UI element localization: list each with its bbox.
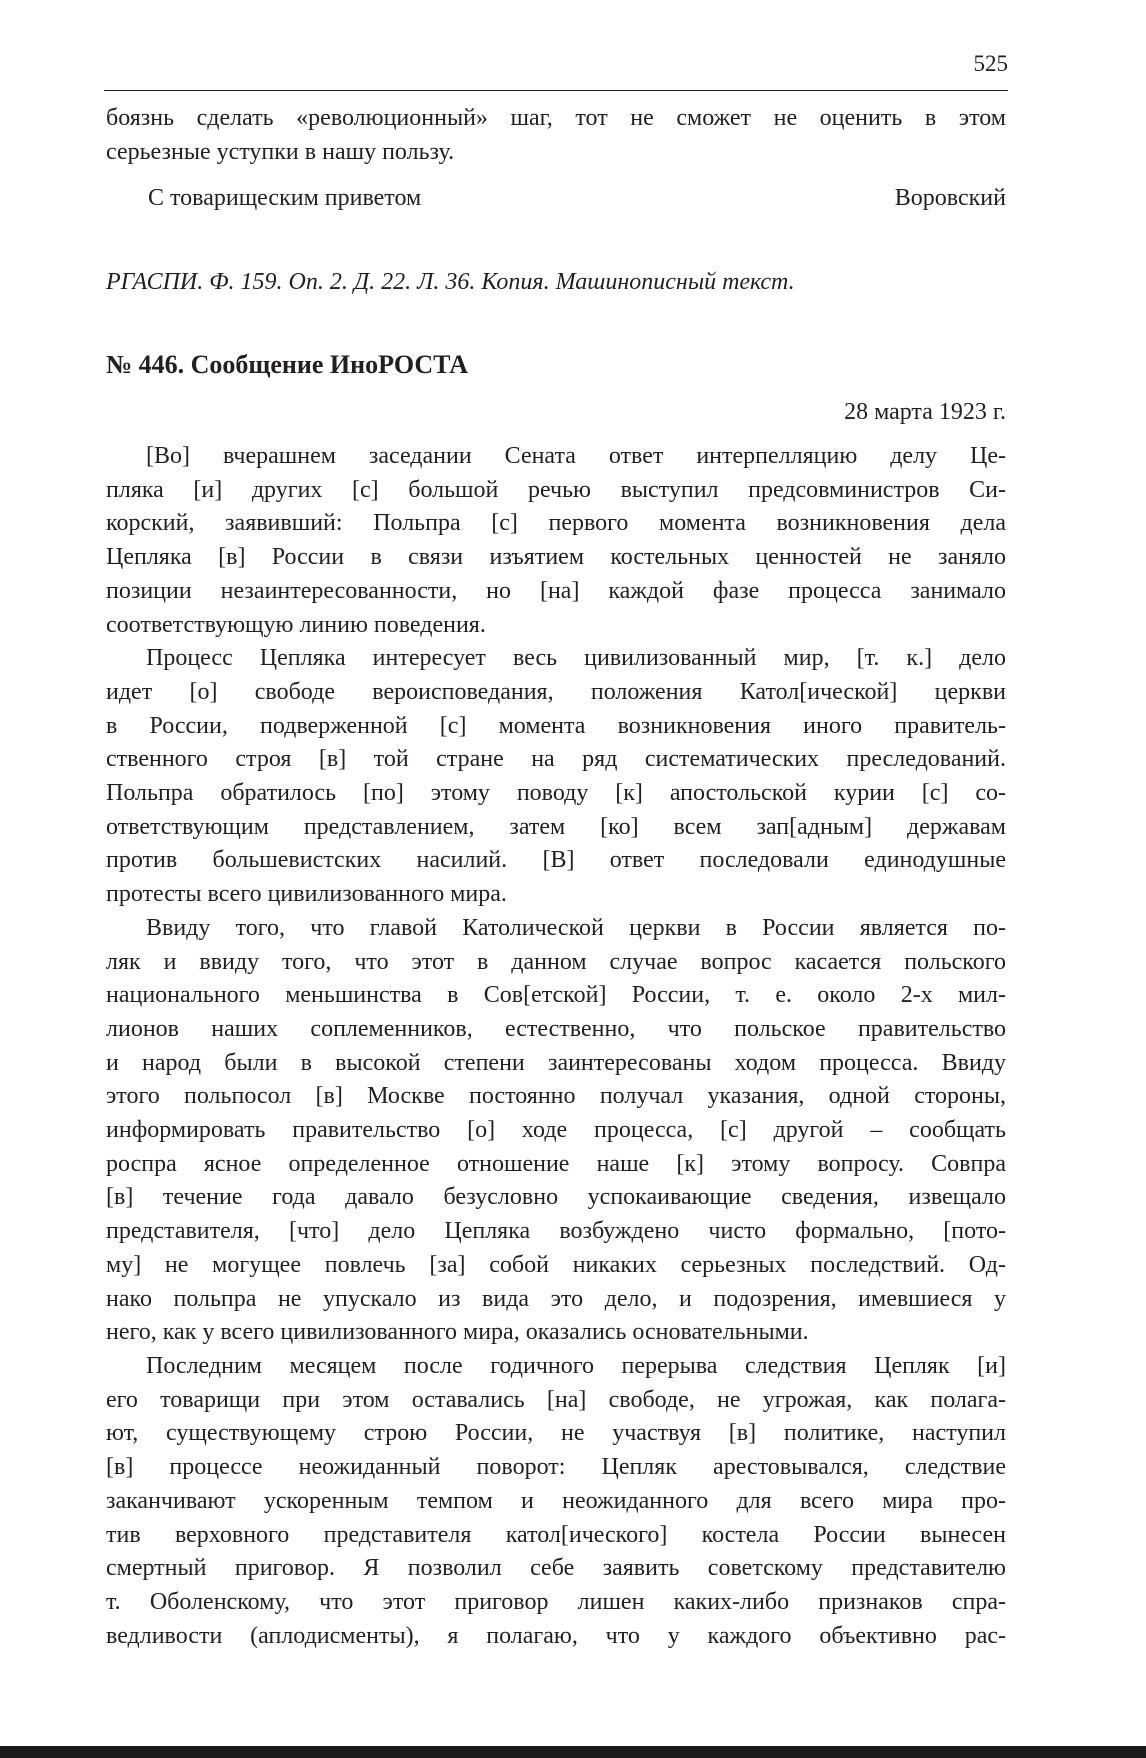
text-line: него, как у всего цивилизованного мира, оказались основательными. [106, 1319, 809, 1346]
text-line: смертный приговор. Я позволил себе заявить советскому представителю [106, 1555, 1006, 1582]
text-line: ведливости (аплодисменты), я полагаю, что у каждого объективно рас- [106, 1622, 1006, 1649]
text-line: Цепляка [в] России в связи изъятием костельных ценностей не заняло [106, 544, 1006, 571]
document-date: 28 марта 1923 г. [844, 399, 1006, 425]
text-line: [в] течение года давало безусловно успокаивающие сведения, извещало [106, 1184, 1006, 1211]
text-line: Последним месяцем после годичного перерыва следствия Цепляк [и] [146, 1352, 1006, 1379]
text-line: му] не могущее повлечь [за] собой никаких серьезных последствий. Од- [106, 1251, 1006, 1278]
text-line: роспра ясное определенное отношение наше [к] этому вопросу. Совпра [106, 1150, 1006, 1177]
signoff [106, 182, 1006, 216]
document-title: № 446. Сообщение ИноРОСТА [106, 350, 468, 379]
text-line: тив верховного представителя катол[ического] костела России вынесен [106, 1521, 1006, 1548]
text-line: Процесс Цепляка интересует весь цивилизованный мир, [т. к.] дело [146, 645, 1006, 672]
text-line: этого польпосол [в] Москве постоянно получал указания, одной стороны, [106, 1083, 1006, 1110]
text-line: национального меньшинства в Сов[етской] России, т. е. около 2-х мил- [106, 982, 1006, 1009]
text-line: [в] процессе неожиданный поворот: Цепляк арестовывался, следствие [106, 1454, 1006, 1481]
text-line: т. Оболенскому, что этот приговор лишен каких-либо признаков спра- [106, 1588, 1006, 1615]
text-line: серьезные уступки в нашу пользу. [106, 138, 455, 165]
text-line: боязнь сделать «революционный» шаг, тот не сможет не оценить в этом [106, 105, 1006, 131]
archive-note: РГАСПИ. Ф. 159. Оп. 2. Д. 22. Л. 36. Копия. Машинописный текст. [106, 269, 795, 295]
text-line: ственного строя [в] той стране на ряд систематических преследований. [106, 746, 1006, 773]
text-line: и народ были в высокой степени заинтересованы ходом процесса. Ввиду [106, 1049, 1006, 1076]
paragraph [106, 1350, 1006, 1653]
text-line: соответствующую линию поведения. [106, 611, 486, 638]
text-line: ответствующим представлением, затем [ко] всем зап[адным] державам [106, 813, 1006, 840]
text-line: протесты всего цивилизованного мира. [106, 881, 507, 908]
text-line: корский, заявивший: Польпра [с] первого момента возникновения дела [106, 510, 1006, 537]
header-rule [104, 90, 1008, 91]
text-line: против большевистских насилий. [В] ответ последовали единодушные [106, 847, 1006, 874]
text-line: ют, существующему строю России, не участвуя [в] политике, наступил [106, 1420, 1006, 1447]
document-body [106, 440, 1006, 1653]
text-line: идет [о] свободе вероисповедания, положения Катол[ической] церкви [106, 678, 1006, 705]
text-line: позиции незаинтересованности, но [на] каждой фазе процесса занимало [106, 577, 1006, 604]
text-line: лионов наших соплеменников, естественно, что польское правительство [106, 1015, 1006, 1042]
paragraph [106, 440, 1006, 642]
text-line: Польпра обратилось [по] этому поводу [к] апостольской курии [с] со- [106, 780, 1006, 807]
text-line: [Во] вчерашнем заседании Сената ответ интерпелляцию делу Це- [146, 443, 1006, 469]
text-line: информировать правительство [о] ходе процесса, [с] другой – сообщать [106, 1117, 1006, 1144]
text-line: в России, подверженной [с] момента возникновения иного правитель- [106, 712, 1006, 739]
signoff-greeting: С товарищеским приветом [148, 185, 422, 211]
text-line: пляка [и] других [с] большой речью выступил предсовминистров Си- [106, 476, 1006, 503]
paragraph [106, 642, 1006, 912]
page-number: 525 [973, 51, 1008, 76]
text-line: его товарищи при этом оставались [на] свободе, не угрожая, как полага- [106, 1386, 1006, 1413]
scan-edge-bar [0, 1746, 1146, 1758]
text-line: заканчивают ускоренным темпом и неожиданного для всего мира про- [106, 1487, 1006, 1514]
continuation-text [106, 102, 1006, 169]
paragraph [106, 912, 1006, 1350]
text-line: нако польпра не упускало из вида это дело, и подозрения, имевшиеся у [106, 1285, 1006, 1312]
text-line: ляк и ввиду того, что этот в данном случае вопрос касается польского [106, 948, 1006, 975]
text-line: представителя, [что] дело Цепляка возбуждено чисто формально, [пото- [106, 1218, 1006, 1245]
signoff-signature: Воровский [894, 185, 1006, 211]
text-line: Ввиду того, что главой Католической церкви в России является по- [146, 914, 1006, 941]
